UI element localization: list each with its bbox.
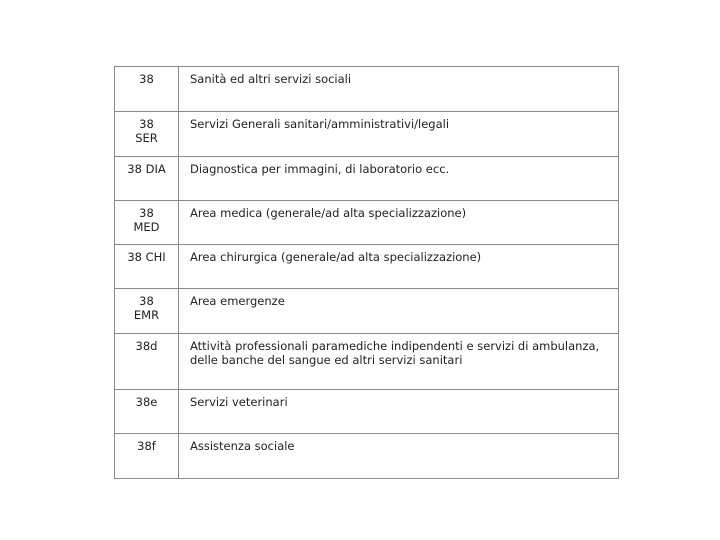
sector-description: Diagnostica per immagini, di laboratorio ecc. xyxy=(179,157,619,201)
sector-code-cell xyxy=(115,390,179,434)
sector-code: 38 xyxy=(139,72,154,86)
sector-description: Area chirurgica (generale/ad alta specializzazione) xyxy=(179,245,619,289)
sector-description: Servizi Generali sanitari/amministrativi/legali xyxy=(179,112,619,157)
sector-code: 38f xyxy=(137,439,156,453)
sector-code: 38 EMR xyxy=(133,294,160,322)
sector-code-cell xyxy=(115,201,179,245)
sector-code: 38 CHI xyxy=(127,250,166,264)
table-row xyxy=(115,112,619,157)
table-row xyxy=(115,334,619,390)
sector-code-cell xyxy=(115,112,179,157)
table-row xyxy=(115,434,619,479)
sector-code: 38 DIA xyxy=(127,162,166,176)
table-row xyxy=(115,201,619,245)
sector-code: 38 SER xyxy=(135,117,158,145)
sector-description: Attività professionali paramediche indipendenti e servizi di ambulanza, delle banche del sangue ed altri servizi sanitari xyxy=(179,334,619,390)
sector-code-cell xyxy=(115,157,179,201)
sector-classification-table xyxy=(114,66,619,479)
sector-code: 38d xyxy=(135,339,158,353)
sector-code: 38 MED xyxy=(133,206,160,234)
sector-code-cell xyxy=(115,434,179,479)
sector-code: 38e xyxy=(135,395,158,409)
table-row xyxy=(115,67,619,112)
sector-description: Sanità ed altri servizi sociali xyxy=(179,67,619,112)
sector-description: Servizi veterinari xyxy=(179,390,619,434)
table-row xyxy=(115,245,619,289)
sector-description: Area emergenze xyxy=(179,289,619,334)
sector-code-cell xyxy=(115,245,179,289)
table-row xyxy=(115,289,619,334)
sector-code-cell xyxy=(115,289,179,334)
table-row xyxy=(115,157,619,201)
table-row xyxy=(115,390,619,434)
sector-code-cell xyxy=(115,334,179,390)
sector-code-cell xyxy=(115,67,179,112)
sector-description: Area medica (generale/ad alta specializzazione) xyxy=(179,201,619,245)
sector-description: Assistenza sociale xyxy=(179,434,619,479)
